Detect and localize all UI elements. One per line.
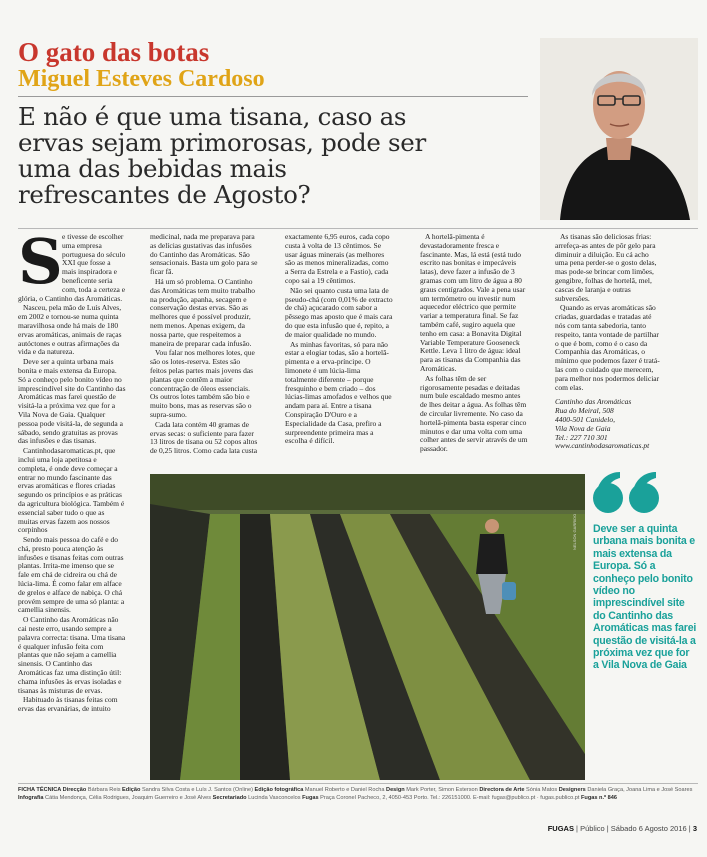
credit-value: Cátia Mendonça, Célia Rodrigues, Joaquim Guerreiro e José Alves: [45, 794, 213, 801]
text-column-1: [18, 233, 126, 828]
credit-label: FICHA TÉCNICA: [18, 787, 63, 793]
credit-label: Designers: [558, 787, 588, 793]
credit-label: Direcção: [62, 787, 88, 793]
drop-cap: S: [18, 233, 63, 298]
author-name: Miguel Esteves Cardoso: [18, 66, 265, 92]
column-title: O gato das botas: [18, 37, 210, 67]
paragraph: Nasceu, pela mão de Luís Alves, em 2002 e tornou-se numa quinta maravilhosa onde há mais de 180 ervas aromáticas, animais de raças autóctones e outras afirmações da vida e da natureza.: [18, 303, 122, 357]
credit-label: Fugas: [302, 794, 321, 801]
pull-quote: Deve ser a quinta urbana mais bonita e mais extensa da Europa. Só a conheço pelo bonito vídeo no imprescindível site do Cantinho das Aromáticas mas farei questão de visitá-la a próxima vez que for a Vila Nova de Gaia: [593, 523, 697, 672]
article-rule: [18, 228, 698, 229]
credit-value: Praça Coronel Pacheco, 2, 4050-453 Porto. Tel.: 226151000. E-mail: fugas@publico.pt · fugas.publico.pt: [320, 794, 582, 801]
paragraph: O Cantinho das Aromáticas não cai neste erro, usando sempre a palavra correcta: tisana. Uma tisana é qualquer infusão feita com plantas que não sejam a camellia sinensis. O Cantinho das Aromáticas faz uma distinção útil: chama infusões às ervas isoladas e tisanas às misturas de ervas.: [18, 615, 126, 695]
website-link[interactable]: www.cantinhodasaromaticas.pt: [555, 441, 650, 451]
paragraph: exactamente 6,95 euros, cada copo custa à volta de 13 cêntimos. Se usar águas minerais (as melhores são as menos mineralizadas, como a Serra da Estrela e a Fastio), cada copo sai a 19 cêntimos.: [285, 233, 390, 285]
credit-label: Directora de Arte: [479, 787, 527, 793]
address-line: Vila Nova de Gaia: [555, 423, 611, 433]
credit-value: Sónia Matos: [526, 787, 559, 793]
text-column-4: [420, 233, 528, 469]
author-portrait: [540, 38, 698, 220]
footer-section: FUGAS: [547, 824, 574, 833]
address-line: Cantinho das Aromáticas: [555, 397, 632, 407]
page-number: 3: [692, 824, 697, 833]
paragraph: Vou falar nos melhores lotes, que são os lotes-reserva. Estes são feitos pelas partes mais jovens das plantas que contêm a maior concentração de óleos essenciais. Os outros lotes também são bio e muito bons, mas as reservas são o supra-sumo.: [150, 348, 255, 419]
credit-value: Manuel Roberto e Daniel Rocha: [304, 787, 387, 793]
credit-value: Bárbara Reis: [87, 787, 123, 793]
footer-info: | Público | Sábado 6 Agosto 2016 |: [573, 824, 693, 833]
paragraph: medicinal, nada me preparava para as delícias gustativas das infusões do Cantinho das Aromáticas. São sensacionais. Basta um golo para se ficar fã.: [150, 233, 258, 277]
credit-label: Secretariado: [212, 794, 249, 801]
address-line: Tel.: 227 710 301: [555, 432, 608, 442]
paragraph: As tisanas são deliciosas frias: arrefeça-as antes de pôr gelo para diminuir a diluição. Eu cá acho uma pena perder-se o gosto delas, mas pode-se brincar com limões, gengibre, folhas de hortelã, mel, cascas de laranja e outras subversões.: [555, 233, 657, 303]
header-rule: [18, 96, 528, 97]
credit-label: Design: [386, 787, 407, 793]
text-column-3: [285, 233, 393, 469]
headline: E não é que uma tisana, caso as ervas sejam primorosas, pode ser uma das bebidas mais refrescantes de Agosto?: [18, 102, 426, 209]
paragraph: Há um só problema. O Cantinho das Aromáticas tem muito trabalho na produção, apanha, secagem e conservação destas ervas. São as melhores que é possível produzir, nem menos. Apenas exigem, da nossa parte, que respeitemos a maneira de preparar cada infusão.: [150, 276, 255, 348]
address-block: [555, 398, 663, 451]
credit-label: Infografia: [18, 794, 46, 801]
credit-label: Edição: [122, 787, 142, 793]
address-line: 4400-501 Canidelo,: [555, 414, 615, 424]
credit-value: Sandra Silva Costa e Luís J. Santos (Online): [141, 787, 255, 793]
footer-rule: [18, 783, 698, 784]
paragraph: A hortelã-pimenta é devastadoramente fresca e fascinante. Mas, lá está (está tudo escrito nas bonitas e impecáveis latas), deve fazer a infusão de 3 gramas com um litro de água a 80 graus centígrados. Vale a pena usar um termómetro ou investir num aquecedor eléctrico que permite variar a temperatura final. Se faz também café, sugiro aquela que tenho em casa: a Bonavita Digital Variable Temperature Gooseneck Kettle. Leva 1 litro de água: ideal para as tisanas da Companhia das Aromáticas.: [420, 233, 526, 373]
tech-sheet: [18, 787, 698, 802]
page-footer: [548, 824, 697, 833]
quote-icon: [592, 468, 664, 516]
paragraph: Deve ser a quinta urbana mais bonita e mais extensa da Europa. Só a conheço pelo bonito vídeo no imprescindível site do Cantinho das Aromáticas mas farei questão de visitá-la a próxima vez que for a Vila Nova de Gaia. Qualquer pessoa pode visitá-la, de segunda a sábado, sendo gratuitas as provas das infusões e das tisanas.: [18, 357, 126, 446]
text-column-5: [555, 233, 663, 469]
paragraph: Sendo mais pessoa do café e do chá, presto pouca atenção às infusões e tisanas feitas com outras plantas. Irrita-me imenso que se fale em chá de cidreira ou chá de lúcia-lima. É como falar em alface de grelos e alface de nabiça. O chá provém sempre de uma só planta: a camellia sinensis.: [18, 535, 125, 615]
paragraph: As minhas favoritas, só para não estar a elogiar todas, são a hortelã-pimenta e a erva-príncipe. O limonete é um lúcia-lima totalmente diferente – porque fresquinho e bem criado – dos lúcias-limas amofados e velhos que andam para aí. Entre a tisana Conspiração D'Ouro e a Especialidade da Casa, prefiro a surpreendente primeira mas a escolha é difícil.: [285, 339, 392, 446]
credit-label: Edição fotográfica: [254, 787, 305, 793]
paragraph: As folhas têm de ser rigorosamente pesadas e deitadas num bule escaldado mesmo antes de lhes deitar a água. As folhas têm de circular livremente. No caso da hortelã-pimenta basta esperar cinco minutos e dar uma volta com uma colher antes de servir através de um passador.: [420, 373, 528, 454]
credit-value: Daniela Graça, Joana Lima e José Soares: [587, 787, 693, 793]
address-line: Rua do Meiral, 508: [555, 406, 614, 416]
paragraph: Cada lata contém 40 gramas de ervas secas: o suficiente para fazer 13 litros de tisana ou 52 copos altos de 0,25 litros. Como cada lata custa: [150, 419, 258, 456]
paragraph: Quando as ervas aromáticas são criadas, guardadas e tratadas até nós com tanta sabedoria, tanto respeito, tanta vontade de partilhar o que é bom, como é o caso da Companhia das Aromáticas, o mínimo que podemos fazer é tratá-las com o cuidado que merecem, para melhor nos podermos deliciar com elas.: [555, 303, 660, 392]
credit-value: Lucinda Vasconcelos: [248, 794, 303, 801]
paragraph: e tivesse de escolher uma empresa portuguesa do século XXI que fosse a mais inspiradora e beneficente seria com, toda a certeza e glória, o Cantinho das Aromáticas.: [18, 233, 126, 303]
paragraph: Não sei quanto custa uma lata de pseudo-chá (com 0,01% de extracto de chá) açucarado com sabor a pêssego mas aposto que é mais cara do que esta infusão que é, repito, a de maior qualidade no mundo.: [285, 285, 393, 339]
herb-field-photo: [150, 474, 585, 780]
paragraph: Habituado às tisanas feitas com ervas das ervanárias, de intuito: [18, 695, 118, 714]
credit-value: Mark Porter, Simon Esterson: [406, 787, 480, 793]
text-column-2: [150, 233, 258, 469]
photo-credit: NELSON GARRIDO: [572, 513, 577, 550]
paragraph: Cantinhodasaromaticas.pt, que inclui uma loja apetitosa e completa, é onde deve começar a entrar no mundo fascinante das ervas aromáticas e flores criadas segundo os princípios e as práticas da agricultura biológica. Também é essencial saber tudo o que as muitas ervas fazem aos nossos corpinhos: [18, 446, 125, 535]
credit-label: Fugas n.º 846: [581, 794, 617, 801]
